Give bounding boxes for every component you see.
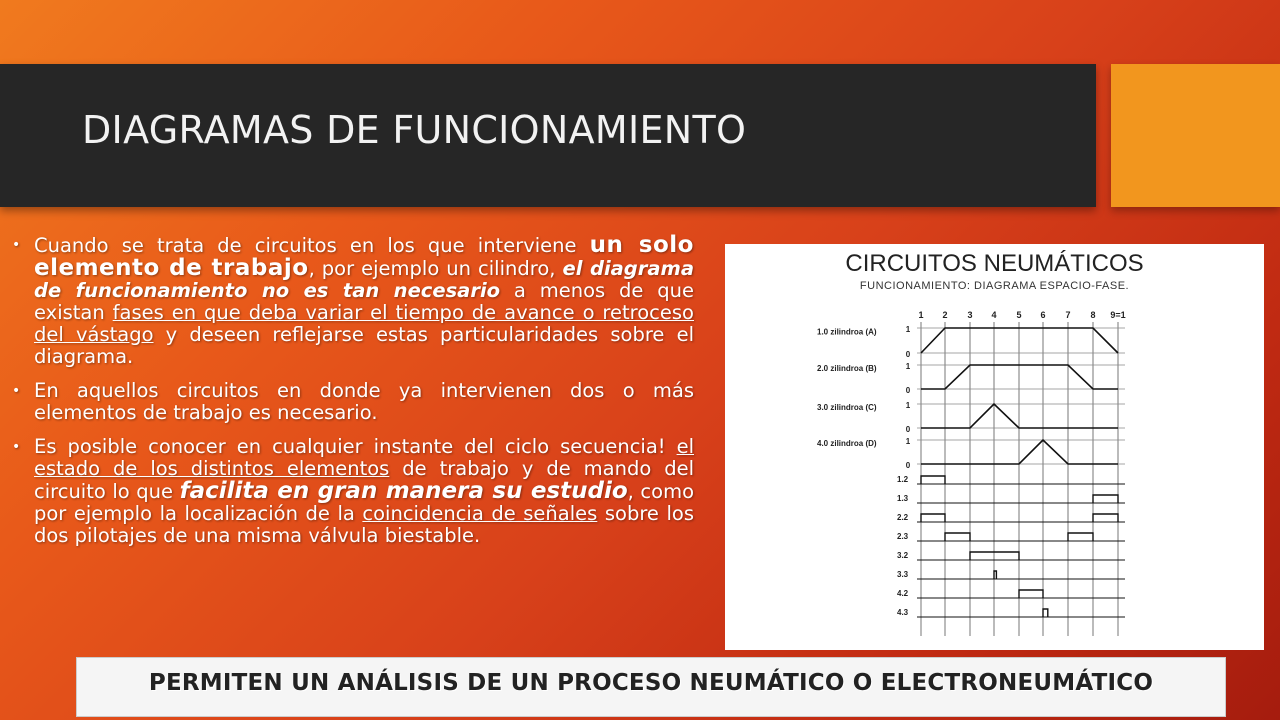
phase-label: 7 bbox=[1065, 310, 1071, 320]
signal-label: 4.2 bbox=[897, 589, 909, 598]
phase-label: 9=1 bbox=[1110, 310, 1126, 320]
signal-pulse bbox=[1019, 590, 1043, 598]
bullet-text-run: Cuando se trata de circuitos en los que interviene bbox=[34, 234, 590, 257]
signal-label: 1.3 bbox=[897, 494, 909, 503]
signal-label: 4.3 bbox=[897, 608, 909, 617]
bullet-list bbox=[12, 234, 694, 559]
bullet-marker: • bbox=[12, 439, 21, 455]
cylinder-label: 3.0 zilindroa (C) bbox=[817, 403, 877, 412]
signal-label: 1.2 bbox=[897, 475, 909, 484]
accent-block bbox=[1111, 64, 1280, 207]
level-label-1: 1 bbox=[905, 362, 911, 371]
level-label-0: 0 bbox=[905, 425, 911, 434]
bullet-text-run: el estado de los distintos elementos bbox=[34, 435, 694, 480]
phase-label: 1 bbox=[918, 310, 924, 320]
bullet-text-run: de trabajo y de mando del circuito lo que bbox=[34, 457, 694, 503]
level-label-1: 1 bbox=[905, 325, 911, 334]
signal-pulse bbox=[1093, 495, 1118, 503]
phase-label: 8 bbox=[1090, 310, 1096, 320]
bullet-marker: • bbox=[12, 237, 21, 253]
cylinder-motion-line bbox=[921, 365, 1118, 389]
signal-pulse bbox=[921, 476, 945, 484]
level-label-0: 0 bbox=[905, 386, 911, 395]
phase-label: 3 bbox=[967, 310, 973, 320]
space-phase-diagram bbox=[725, 296, 1264, 650]
signal-pulse bbox=[1093, 514, 1118, 522]
diagram-figure bbox=[725, 244, 1264, 650]
signal-pulse bbox=[1068, 533, 1093, 541]
bullet-text bbox=[34, 436, 694, 547]
signal-label: 3.2 bbox=[897, 551, 909, 560]
conclusion-banner bbox=[76, 657, 1226, 717]
bullet-text-run: sobre los dos pilotajes de una misma válvula biestable. bbox=[34, 502, 694, 547]
cylinder-label: 4.0 zilindroa (D) bbox=[817, 439, 877, 448]
bullet-text-run: En aquellos circuitos en donde ya intervienen dos o más elementos de trabajo es necesario. bbox=[34, 379, 694, 424]
figure-title: CIRCUITOS NEUMÁTICOS bbox=[845, 250, 1144, 277]
phase-label: 5 bbox=[1016, 310, 1022, 320]
bullet-item bbox=[12, 436, 694, 547]
bullet-text bbox=[34, 380, 694, 424]
signal-pulse bbox=[945, 533, 970, 541]
level-label-1: 1 bbox=[905, 437, 911, 446]
bullet-text-run: , como por ejemplo la localización de la bbox=[34, 480, 694, 525]
signal-label: 3.3 bbox=[897, 570, 909, 579]
banner-text: PERMITEN UN ANÁLISIS DE UN PROCESO NEUMÁTICO O ELECTRONEUMÁTICO bbox=[148, 670, 1154, 696]
cylinder-motion-line bbox=[921, 440, 1118, 464]
signal-pulse bbox=[1043, 609, 1048, 617]
slide-title: DIAGRAMAS DE FUNCIONAMIENTO bbox=[82, 108, 747, 152]
level-label-1: 1 bbox=[905, 401, 911, 410]
bullet-text bbox=[34, 234, 694, 368]
bullet-text-run: fases en que deba variar el tiempo de avance o retroceso del vástago bbox=[34, 301, 694, 346]
cylinder-motion-line bbox=[921, 404, 1118, 428]
level-label-0: 0 bbox=[905, 461, 911, 470]
figure-subtitle: FUNCIONAMIENTO: DIAGRAMA ESPACIO-FASE. bbox=[859, 280, 1130, 292]
signal-pulse bbox=[970, 552, 1019, 560]
signal-label: 2.3 bbox=[897, 532, 909, 541]
bullet-marker: • bbox=[12, 383, 21, 399]
bullet-text-run: el diagrama de funcionamiento no es tan necesario bbox=[34, 257, 694, 302]
signal-pulse bbox=[994, 571, 996, 579]
bullet-text-run: facilita en gran manera su estudio bbox=[179, 478, 628, 504]
phase-label: 2 bbox=[942, 310, 948, 320]
level-label-0: 0 bbox=[905, 350, 911, 359]
bullet-text-run: y deseen reflejarse estas particularidades sobre el diagrama. bbox=[34, 323, 694, 368]
bullet-text-run: a menos de que existan bbox=[34, 279, 695, 324]
bullet-item bbox=[12, 380, 694, 424]
cylinder-label: 2.0 zilindroa (B) bbox=[817, 364, 877, 373]
signal-pulse bbox=[921, 514, 945, 522]
bullet-text-run: , por ejemplo un cilindro, bbox=[308, 257, 563, 280]
bullet-text-run: coincidencia de señales bbox=[362, 502, 598, 525]
bullet-text-run: un solo elemento de trabajo bbox=[34, 232, 694, 281]
phase-label: 6 bbox=[1040, 310, 1046, 320]
bullet-text-run: Es posible conocer en cualquier instante del ciclo secuencia! bbox=[34, 435, 677, 458]
signal-label: 2.2 bbox=[897, 513, 909, 522]
cylinder-label: 1.0 zilindroa (A) bbox=[817, 327, 877, 337]
bullet-item bbox=[12, 234, 694, 368]
cylinder-motion-line bbox=[921, 328, 1118, 353]
phase-label: 4 bbox=[991, 310, 997, 320]
